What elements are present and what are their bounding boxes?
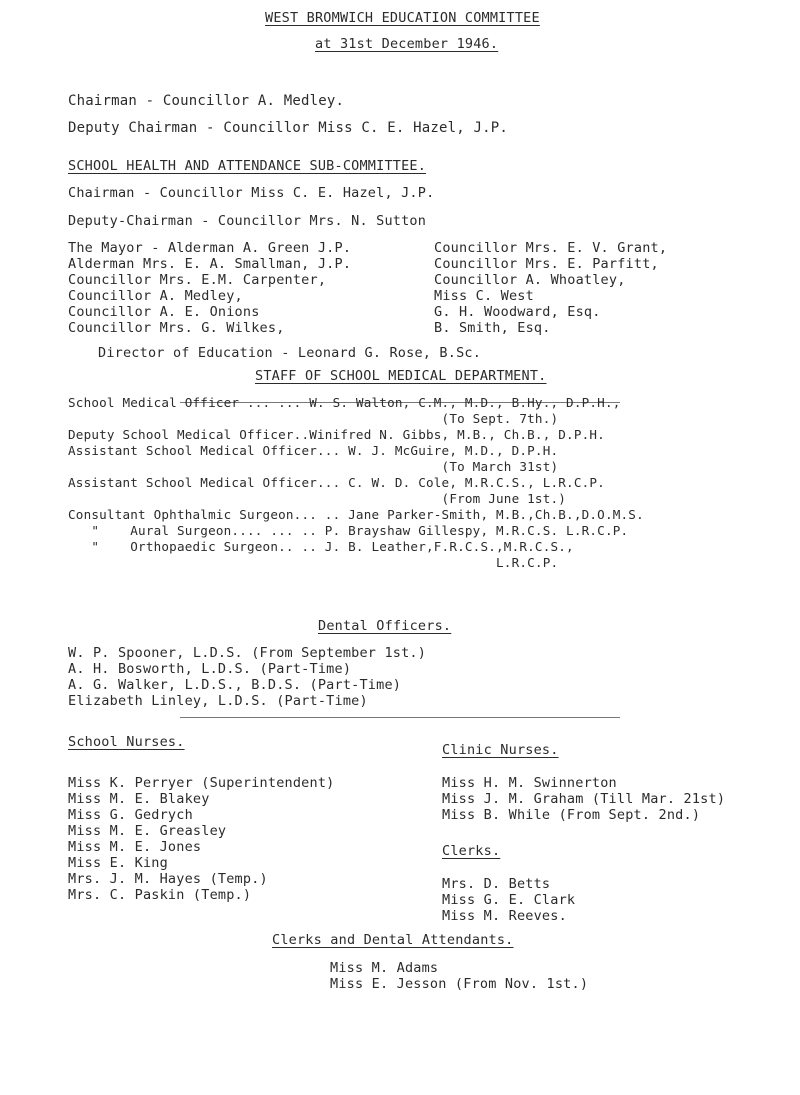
- committee-deputy-chairman: Deputy Chairman - Councillor Miss C. E. Hazel, J.P.: [68, 120, 509, 136]
- staff-line: Consultant Ophthalmic Surgeon... .. Jane Parker-Smith, M.B.,Ch.B.,D.O.M.S.: [68, 507, 644, 522]
- clerks-dental-list: [330, 960, 588, 992]
- subcommittee-members-right: [434, 240, 667, 336]
- attendant: Miss E. Jesson (From Nov. 1st.): [330, 976, 589, 992]
- divider: [180, 717, 620, 718]
- member: Councillor Mrs. E. V. Grant,: [434, 240, 668, 256]
- nurse: Miss M. E. Greasley: [68, 823, 227, 839]
- subcommittee-deputy: Deputy-Chairman - Councillor Mrs. N. Sutton: [68, 213, 427, 229]
- member: Councillor A. Medley,: [68, 288, 243, 304]
- dental-officer: Elizabeth Linley, L.D.S. (Part-Time): [68, 693, 368, 709]
- clerk: Miss G. E. Clark: [442, 892, 576, 908]
- nurse: Miss G. Gedrych: [68, 807, 193, 823]
- clerks-heading: Clerks.: [442, 843, 501, 859]
- member: Councillor A. Whoatley,: [434, 272, 626, 288]
- attendant: Miss M. Adams: [330, 960, 439, 976]
- director-line: Director of Education - Leonard G. Rose, B.Sc.: [98, 345, 482, 361]
- staff-line: Assistant School Medical Officer... W. J. McGuire, M.D., D.P.H.: [68, 443, 559, 458]
- school-nurses-heading: School Nurses.: [68, 734, 185, 750]
- member: Councillor Mrs. G. Wilkes,: [68, 320, 285, 336]
- staff-list: [68, 395, 644, 571]
- clinic-nurses-list: [442, 775, 725, 823]
- member: Alderman Mrs. E. A. Smallman, J.P.: [68, 256, 352, 272]
- staff-line: " Orthopaedic Surgeon.. .. J. B. Leather,F.R.C.S.,M.R.C.S.,: [68, 539, 574, 554]
- staff-line: " Aural Surgeon.... ... .. P. Brayshaw Gillespy, M.R.C.S. L.R.C.P.: [68, 523, 629, 538]
- clerks-list: [442, 876, 575, 924]
- school-nurses-list: [68, 775, 335, 903]
- staff-line: Assistant School Medical Officer... C. W. D. Cole, M.R.C.S., L.R.C.P.: [68, 475, 605, 490]
- nurse: Miss E. King: [68, 855, 168, 871]
- nurse: Mrs. J. M. Hayes (Temp.): [68, 871, 268, 887]
- member: Miss C. West: [434, 288, 534, 304]
- dental-officer: A. G. Walker, L.D.S., B.D.S. (Part-Time): [68, 677, 402, 693]
- member: Councillor Mrs. E.M. Carpenter,: [68, 272, 327, 288]
- clinic-nurses-heading: Clinic Nurses.: [442, 742, 559, 758]
- nurse: Mrs. C. Paskin (Temp.): [68, 887, 252, 903]
- clerk: Mrs. D. Betts: [442, 876, 551, 892]
- staff-line: Deputy School Medical Officer..Winifred N. Gibbs, M.B., Ch.B., D.P.H.: [68, 427, 605, 442]
- date-line: at 31st December 1946.: [315, 36, 499, 52]
- subcommittee-heading: SCHOOL HEALTH AND ATTENDANCE SUB-COMMITTEE.: [68, 158, 427, 174]
- page-title: WEST BROMWICH EDUCATION COMMITTEE: [265, 10, 540, 26]
- nurse: Miss K. Perryer (Superintendent): [68, 775, 335, 791]
- dental-officer: A. H. Bosworth, L.D.S. (Part-Time): [68, 661, 352, 677]
- staff-line: L.R.C.P.: [68, 555, 559, 570]
- staff-heading: STAFF OF SCHOOL MEDICAL DEPARTMENT.: [255, 368, 547, 384]
- clerk: Miss M. Reeves.: [442, 908, 567, 924]
- member: Councillor A. E. Onions: [68, 304, 260, 320]
- dental-officer: W. P. Spooner, L.D.S. (From September 1st.): [68, 645, 427, 661]
- member: The Mayor - Alderman A. Green J.P.: [68, 240, 352, 256]
- nurse: Miss J. M. Graham (Till Mar. 21st): [442, 791, 726, 807]
- staff-line: (From June 1st.): [68, 491, 567, 506]
- nurse: Miss H. M. Swinnerton: [442, 775, 617, 791]
- dental-list: [68, 645, 426, 709]
- nurse: Miss M. E. Blakey: [68, 791, 210, 807]
- staff-line: (To March 31st): [68, 459, 559, 474]
- nurse: Miss B. While (From Sept. 2nd.): [442, 807, 701, 823]
- member: Councillor Mrs. E. Parfitt,: [434, 256, 659, 272]
- nurse: Miss M. E. Jones: [68, 839, 202, 855]
- committee-chairman: Chairman - Councillor A. Medley.: [68, 93, 345, 109]
- member: G. H. Woodward, Esq.: [434, 304, 601, 320]
- dental-heading: Dental Officers.: [318, 618, 452, 634]
- staff-line: (To Sept. 7th.): [68, 411, 559, 426]
- subcommittee-members-left: [68, 240, 351, 336]
- member: B. Smith, Esq.: [434, 320, 551, 336]
- staff-line: School Medical Officer ... ... W. S. Walton, C.M., M.D., B.Hy., D.P.H.,: [68, 395, 621, 410]
- subcommittee-chairman: Chairman - Councillor Miss C. E. Hazel, J.P.: [68, 185, 435, 201]
- clerks-dental-heading: Clerks and Dental Attendants.: [272, 932, 514, 948]
